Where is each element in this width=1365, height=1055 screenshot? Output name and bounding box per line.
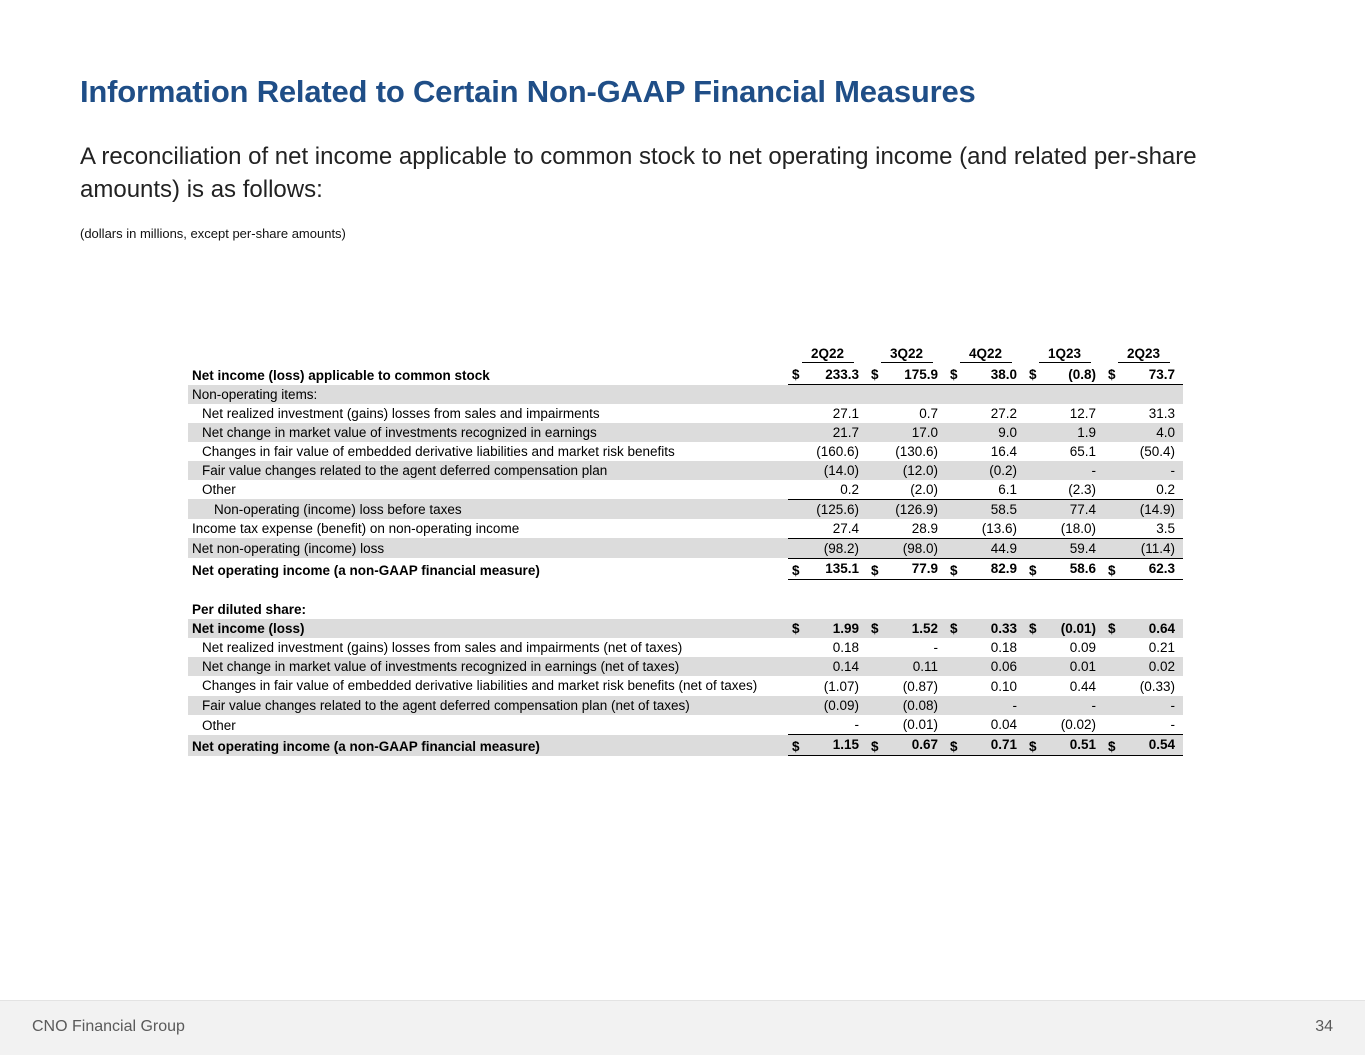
column-header-4q22: 4Q22 <box>946 344 1025 365</box>
table-row: Net operating income (a non-GAAP financial measure) $ 135.1 $ 77.9 $ 82.9 $ 58.6 $ 62.3 <box>188 558 1183 580</box>
footer-company-name: CNO Financial Group <box>32 1018 185 1035</box>
table-row: Changes in fair value of embedded derivative liabilities and market risk benefits (160.6) (130.6) 16.4 65.1 (50.4) <box>202 443 1175 459</box>
table-row: Other 0.2 (2.0) 6.1 (2.3) 0.2 <box>188 480 1183 500</box>
column-header-1q23: 1Q23 <box>1025 344 1104 365</box>
column-header-2q22: 2Q22 <box>788 344 867 365</box>
table-row: Net non-operating (income) loss (98.2) (98.0) 44.9 59.4 (11.4) <box>188 538 1183 558</box>
reconciliation-table <box>188 344 1183 756</box>
table-row: Fair value changes related to the agent deferred compensation plan (14.0) (12.0) (0.2) - - <box>188 461 1183 480</box>
table-row: Net change in market value of investments recognized in earnings 21.7 17.0 9.0 1.9 4.0 <box>188 423 1183 442</box>
table-row: Net change in market value of investments recognized in earnings (net of taxes) 0.14 0.11 0.06 0.01 0.02 <box>188 657 1183 676</box>
header-label-blank <box>188 344 788 365</box>
reconciliation-table-wrapper <box>188 344 1188 756</box>
column-header-3q22: 3Q22 <box>867 344 946 365</box>
table-row: Other - (0.01) 0.04 (0.02) - <box>188 715 1183 735</box>
table-spacer-row <box>188 580 1183 600</box>
page-title: Information Related to Certain Non-GAAP Financial Measures <box>80 74 976 109</box>
table-header-row <box>188 344 1183 365</box>
table-row: Per diluted share: <box>192 601 307 617</box>
table-row: Fair value changes related to the agent deferred compensation plan (net of taxes) (0.09) (0.08) - - - <box>188 696 1183 715</box>
table-row: Income tax expense (benefit) on non-operating income 27.4 28.9 (13.6) (18.0) 3.5 <box>188 519 1183 539</box>
table-row: Non-operating (income) loss before taxes (125.6) (126.9) 58.5 77.4 (14.9) <box>188 499 1183 519</box>
table-row: Net realized investment (gains) losses from sales and impairments (net of taxes) 0.18 - 0.18 0.09 0.21 <box>202 639 1175 655</box>
table-row: Net income (loss) applicable to common stock $ 233.3 $ 175.9 $ 38.0 $ (0.8) $ 73.7 <box>188 365 1183 385</box>
table-row: Net realized investment (gains) losses from sales and impairments 27.1 0.7 27.2 12.7 31.3 <box>202 405 1175 421</box>
table-row: Changes in fair value of embedded derivative liabilities and market risk benefits (net of taxes) (1.07) (0.87) 0.10 0.44 (0.33) <box>202 677 1175 695</box>
slide-subtitle: A reconciliation of net income applicable to common stock to net operating income (and related per-share amounts) is as follows: <box>80 143 1197 204</box>
table-row: Net income (loss) $ 1.99 $ 1.52 $ 0.33 $ (0.01) $ 0.64 <box>188 619 1183 638</box>
table-row: Non-operating items: <box>188 385 1183 404</box>
table-row: Net operating income (a non-GAAP financial measure) $ 1.15 $ 0.67 $ 0.71 $ 0.51 $ 0.54 <box>188 735 1183 757</box>
units-note: (dollars in millions, except per-share amounts) <box>80 226 346 241</box>
column-header-2q23: 2Q23 <box>1104 344 1183 365</box>
page-number: 34 <box>1315 1018 1333 1035</box>
slide-footer <box>0 1000 1365 1055</box>
